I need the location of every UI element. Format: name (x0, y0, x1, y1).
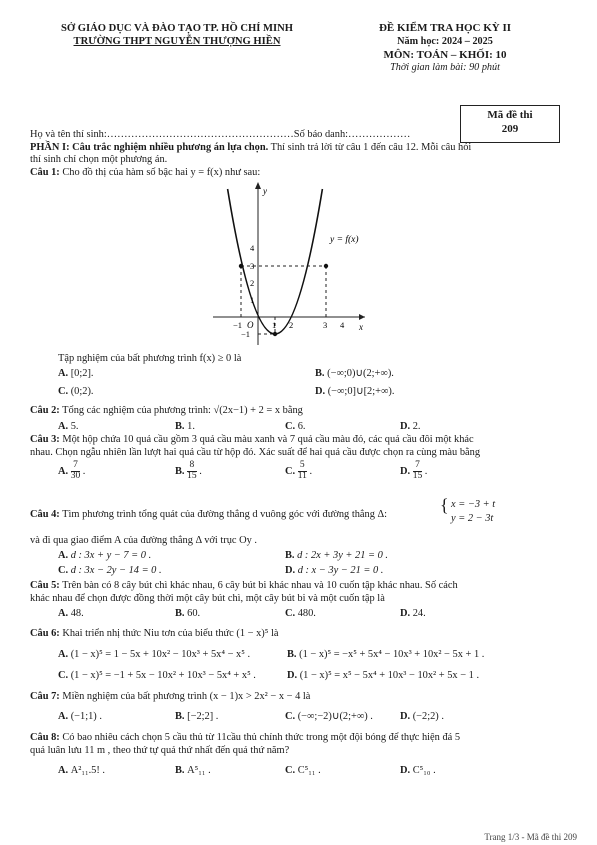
point-3-3 (324, 264, 328, 268)
q5-option-d[interactable]: D. 24. (400, 608, 426, 619)
part1-desc2: thí sinh chỉ chọn một phương án. (30, 154, 168, 165)
q3-option-d[interactable]: D. $\frac{7}{15}$ . (400, 460, 428, 481)
option-text: C⁵₁₀ . (412, 765, 436, 776)
fraction: $\frac{8}{15}$ (187, 460, 197, 481)
option-text: (1 − x)⁵ = 1 − 5x + 10x² − 10x³ + 5x⁴ − x⁵ . (70, 649, 251, 660)
time-limit: Thời gian làm bài: 90 phút (390, 62, 500, 74)
question-label: Câu 5: (30, 580, 60, 591)
parabola-curve (228, 189, 323, 334)
q1-ask: Tập nghiệm của bất phương trình f(x) ≥ 0 là (58, 353, 242, 364)
option-text: [0;2]. (70, 368, 94, 379)
question-text: Khai triển nhị thức Niu tơn của biểu thức (1 − x)⁵ là (62, 628, 279, 639)
option-text: 60. (187, 608, 201, 619)
question-text: Một hộp chứa 10 quả cầu gồm 3 quả cầu màu xanh và 7 quả cầu màu đỏ, các quả cầu đôi một khác (62, 434, 474, 445)
option-text: 5. (70, 421, 79, 432)
y-tick-1: 1 (250, 295, 255, 305)
question-3 (30, 433, 474, 446)
option-text: (1 − x)⁵ = −1 + 5x − 10x² + 10x³ − 5x⁴ + x⁵ . (70, 670, 256, 681)
question-2 (30, 404, 303, 417)
x-axis-label: x (359, 322, 363, 332)
option-text: A⁵₁₁ . (187, 765, 211, 776)
y-tick-4: 4 (250, 243, 255, 253)
parabola-graph (205, 180, 365, 348)
vertex-point (273, 332, 277, 336)
q8-option-b[interactable]: B. A⁵₁₁ . (175, 765, 211, 776)
school-year: Năm học: 2024 – 2025 (397, 35, 493, 47)
option-text: (1 − x)⁵ = x⁵ − 5x⁴ + 10x³ − 10x² + 5x − 1 . (299, 670, 480, 681)
q2-option-d[interactable]: D. 2. (400, 421, 421, 432)
part1-desc: Thí sinh trả lời từ câu 1 đến câu 12. Mỗi câu hỏi (268, 142, 472, 153)
option-text: 1. (187, 421, 195, 432)
option-text: 48. (70, 608, 84, 619)
q6-option-d[interactable]: D. (1 − x)⁵ = x⁵ − 5x⁴ + 10x³ − 10x² + 5x − 1 . (287, 670, 480, 681)
question-3-cont: nhau. Chọn ngẫu nhiên lần lượt hai quả cầu từ hộp đó. Xác suất để hai quả cầu được chọn ra cùng màu bằng (30, 447, 481, 458)
exam-code-label: Mã đề thi (487, 109, 533, 121)
x-tick-4: 4 (340, 320, 345, 330)
question-text: Tìm phương trình tổng quát của đường thẳng d vuông góc với đường thẳng Δ: (62, 509, 388, 520)
question-text: Miền nghiệm của bất phương trình (x − 1)x > 2x² − x − 4 là (62, 691, 311, 702)
department-name: SỞ GIÁO DỤC VÀ ĐÀO TẠO TP. HỒ CHÍ MINH (60, 23, 294, 34)
q8-option-a[interactable]: A. A²₁₁.5! . (58, 765, 106, 776)
x-tick-3: 3 (323, 320, 328, 330)
option-text: (−∞;0)∪(2;+∞). (327, 368, 394, 379)
question-label: Câu 1: (30, 167, 60, 178)
x-tick-2: 2 (289, 320, 294, 330)
q7-option-a[interactable]: A. (−1;1) . (58, 711, 102, 722)
header-right (350, 22, 540, 75)
y-tick-2: 2 (250, 278, 255, 288)
option-text: [−2;2] . (187, 711, 219, 722)
point-m1-3 (239, 264, 243, 268)
question-label: Câu 7: (30, 691, 60, 702)
q7-option-c[interactable]: C. (−∞;−2)∪(2;+∞) . (285, 711, 373, 722)
option-text: (−2;2) . (412, 711, 444, 722)
question-6 (30, 627, 278, 640)
option-text: (1 − x)⁵ = −x⁵ + 5x⁴ − 10x³ + 10x² − 5x + 1 . (299, 649, 485, 660)
option-text: 2. (412, 421, 421, 432)
question-text: Tổng các nghiệm của phương trình: √(2x−1) + 2 = x bằng (62, 405, 303, 416)
option-text: 480. (297, 608, 316, 619)
option-text: d : 3x + y − 7 = 0 . (70, 550, 152, 561)
question-4-cont: và đi qua giao điểm A của đường thẳng Δ với trục Oy . (30, 535, 258, 546)
q6-option-c[interactable]: C. (1 − x)⁵ = −1 + 5x − 10x² + 10x³ − 5x⁴ + x⁵ . (58, 670, 256, 681)
option-text: A²₁₁.5! . (70, 765, 106, 776)
system-brace: { (440, 495, 449, 515)
question-5 (30, 579, 458, 592)
option-text: d : 3x − 2y − 14 = 0 . (70, 565, 162, 576)
q8-option-d[interactable]: D. C⁵₁₀ . (400, 765, 436, 776)
q3-option-c[interactable]: C. $\frac{5}{11}$ . (285, 460, 313, 481)
school-name: TRƯỜNG THPT NGUYỄN THƯỢNG HIỀN (73, 36, 281, 48)
x-tick-1: 1 (272, 320, 277, 330)
q5-option-c[interactable]: C. 480. (285, 608, 316, 619)
q5-option-a[interactable]: A. 48. (58, 608, 84, 619)
curve-label: y = f(x) (330, 235, 359, 245)
q1-option-c[interactable]: C. (0;2). (58, 386, 94, 397)
fraction: $\frac{5}{11}$ (297, 460, 307, 481)
question-label: Câu 6: (30, 628, 60, 639)
y-axis-arrow (255, 182, 261, 189)
exam-code-box (460, 105, 560, 143)
system-eq1: x = −3 + t (451, 499, 496, 510)
x-tick-m1: −1 (233, 320, 243, 330)
student-info-line: Họ và tên thí sinh:………………………………………………Số báo danh:……………… (30, 129, 411, 140)
q1-option-d[interactable]: D. (−∞;0]∪[2;+∞). (315, 386, 395, 397)
exam-code: 209 (501, 122, 519, 135)
x-axis-arrow (359, 314, 365, 320)
question-text: Có bao nhiêu cách chọn 5 cầu thủ từ 11cầu thủ chính thức trong một đội bóng để thực hiện đá 5 (62, 732, 461, 743)
option-text: C⁵₁₁ . (297, 765, 321, 776)
y-axis-label: y (263, 186, 267, 196)
part1-title: PHẦN I: Câu trắc nghiệm nhiều phương án lựa chọn. (30, 142, 269, 153)
q4-option-b[interactable]: B. d : 2x + 3y + 21 = 0 . (285, 550, 389, 561)
origin-label: O (247, 320, 254, 330)
question-8 (30, 731, 460, 744)
y-tick-3: 3 (250, 261, 255, 271)
y-tick-m1: −1 (241, 329, 251, 339)
subject: MÔN: TOÁN – KHỐI: 10 (383, 48, 507, 61)
option-text: d : 2x + 3y + 21 = 0 . (297, 550, 389, 561)
q6-option-a[interactable]: A. (1 − x)⁵ = 1 − 5x + 10x² − 10x³ + 5x⁴ − x⁵ . (58, 649, 251, 660)
system-eq2: y = 2 − 3t (451, 513, 494, 525)
question-label: Câu 8: (30, 732, 60, 743)
question-8-cont: quả luân lưu 11 m , theo thứ tự quả thứ nhất đến quả thứ năm? (30, 745, 290, 756)
header-left (52, 22, 302, 48)
question-7 (30, 690, 310, 703)
option-text: 24. (412, 608, 426, 619)
question-1 (30, 166, 260, 179)
q5-option-b[interactable]: B. 60. (175, 608, 201, 619)
q7-option-d[interactable]: D. (−2;2) . (400, 711, 444, 722)
question-label: Câu 4: (30, 509, 60, 520)
question-5-cont: khác nhau để chọn được đồng thời một cây bút chì, một cây bút bi và một cuốn tập là (30, 593, 385, 604)
exam-title: ĐỀ KIỂM TRA HỌC KỲ II (378, 22, 512, 34)
q1-option-b[interactable]: B. (−∞;0)∪(2;+∞). (315, 368, 394, 379)
q4-option-a[interactable]: A. d : 3x + y − 7 = 0 . (58, 550, 152, 561)
q7-option-b[interactable]: B. [−2;2] . (175, 711, 219, 722)
q6-option-b[interactable]: B. (1 − x)⁵ = −x⁵ + 5x⁴ − 10x³ + 10x² − 5x + 1 . (287, 649, 485, 660)
q2-option-b[interactable]: B. 1. (175, 421, 195, 432)
option-text: d : x − 3y − 21 = 0 . (297, 565, 384, 576)
q4-option-d[interactable]: D. d : x − 3y − 21 = 0 . (285, 565, 384, 576)
option-text: (−1;1) . (70, 711, 102, 722)
question-text: Cho đồ thị của hàm số bậc hai y = f(x) như sau: (62, 167, 261, 178)
q2-option-c[interactable]: C. 6. (285, 421, 306, 432)
question-4 (30, 508, 387, 521)
option-text: (0;2). (70, 386, 94, 397)
question-text: Trên bàn có 8 cây bút chì khác nhau, 6 cây bút bi khác nhau và 10 cuốn tập khác nhau. Số cách (62, 580, 458, 591)
q3-option-a[interactable]: A. $\frac{7}{30}$ . (58, 460, 86, 481)
fraction: $\frac{7}{15}$ (412, 460, 423, 481)
option-text: (−∞;0]∪[2;+∞). (327, 386, 395, 397)
option-text: 6. (297, 421, 306, 432)
q4-option-c[interactable]: C. d : 3x − 2y − 14 = 0 . (58, 565, 162, 576)
option-text: (−∞;−2)∪(2;+∞) . (297, 711, 373, 722)
line-system (451, 498, 495, 526)
question-label: Câu 3: (30, 434, 60, 445)
fraction: $\frac{7}{30}$ (70, 460, 81, 481)
question-label: Câu 2: (30, 405, 60, 416)
q2-option-a[interactable]: A. 5. (58, 421, 79, 432)
q3-option-b[interactable]: B. $\frac{8}{15}$ . (175, 460, 202, 481)
q1-option-a[interactable]: A. [0;2]. (58, 368, 94, 379)
q8-option-c[interactable]: C. C⁵₁₁ . (285, 765, 321, 776)
page-footer: Trang 1/3 - Mã đề thi 209 (484, 832, 577, 842)
